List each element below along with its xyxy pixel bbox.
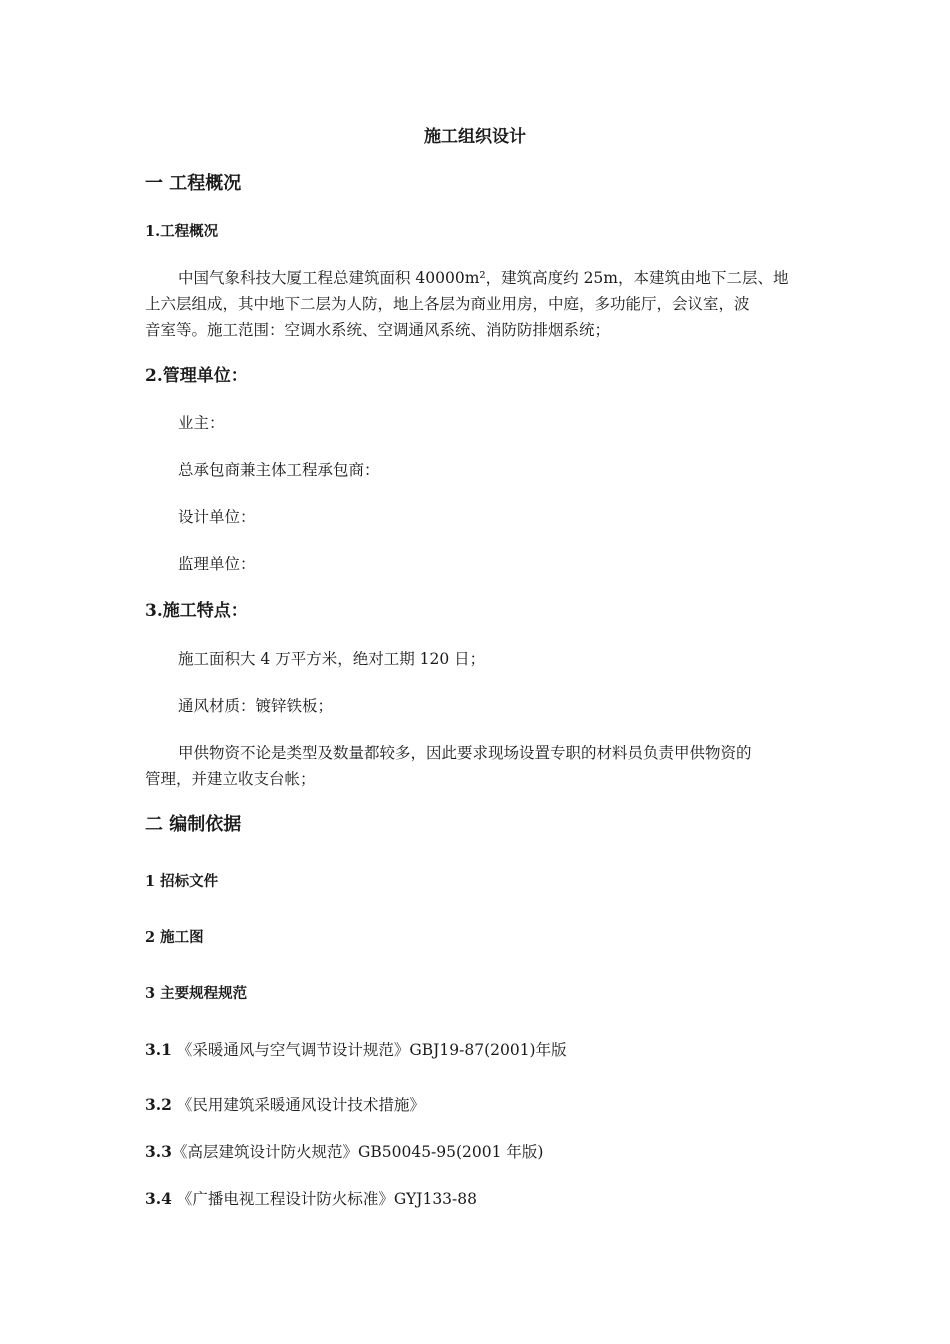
reference-number: 3.1 xyxy=(145,1040,172,1059)
basis-item: 2 施工图 xyxy=(145,929,204,946)
reference-item xyxy=(145,1189,477,1209)
subsection-heading-1-3: 3.施工特点： xyxy=(145,601,248,621)
reference-number: 3.2 xyxy=(145,1095,172,1114)
document-title: 施工组织设计 xyxy=(424,127,526,147)
paragraph-line: 音室等。施工范围：空调水系统、空调通风系统、消防防排烟系统； xyxy=(145,321,611,339)
paragraph-line: 上六层组成，其中地下二层为人防，地上各层为商业用房，中庭，多功能厅，会议室，波 xyxy=(145,295,750,313)
section-heading-2: 二 编制依据 xyxy=(145,814,242,835)
basis-item: 1 招标文件 xyxy=(145,873,219,890)
reference-text: 《民用建筑采暖通风设计技术措施》 xyxy=(171,1096,425,1114)
paragraph-line: 管理，并建立收支台帐； xyxy=(145,770,316,788)
reference-text: 《广播电视工程设计防火标准》GYJ133-88 xyxy=(171,1190,477,1208)
paragraph-line: 甲供物资不论是类型及数量都较多，因此要求现场设置专职的材料员负责甲供物资的 xyxy=(178,744,752,762)
reference-text: 《高层建筑设计防火规范》GB50045-95(2001 年版) xyxy=(171,1143,544,1161)
list-item: 业主： xyxy=(178,414,225,432)
list-item: 总承包商兼主体工程承包商： xyxy=(178,461,380,479)
reference-number: 3.3 xyxy=(145,1142,172,1161)
reference-number: 3.4 xyxy=(145,1189,172,1208)
section-heading-1: 一 工程概况 xyxy=(145,173,242,194)
list-item: 监理单位： xyxy=(178,555,256,573)
subsection-heading-1-1: 1.工程概况 xyxy=(145,223,219,240)
subsection-heading-1-2: 2.管理单位： xyxy=(145,366,248,386)
paragraph-line: 施工面积大 4 万平方米，绝对工期 120 日； xyxy=(178,650,486,668)
paragraph-line: 通风材质：镀锌铁板； xyxy=(178,697,334,715)
list-item: 设计单位： xyxy=(178,508,256,526)
reference-item xyxy=(145,1095,425,1115)
reference-item xyxy=(145,1040,567,1060)
reference-item xyxy=(145,1142,543,1162)
basis-item: 3 主要规程规范 xyxy=(145,985,248,1002)
reference-text: 《采暖通风与空气调节设计规范》GBJ19-87(2001)年版 xyxy=(171,1041,567,1059)
paragraph-line: 中国气象科技大厦工程总建筑面积 40000m²，建筑高度约 25m，本建筑由地下二层、地 xyxy=(178,269,789,287)
